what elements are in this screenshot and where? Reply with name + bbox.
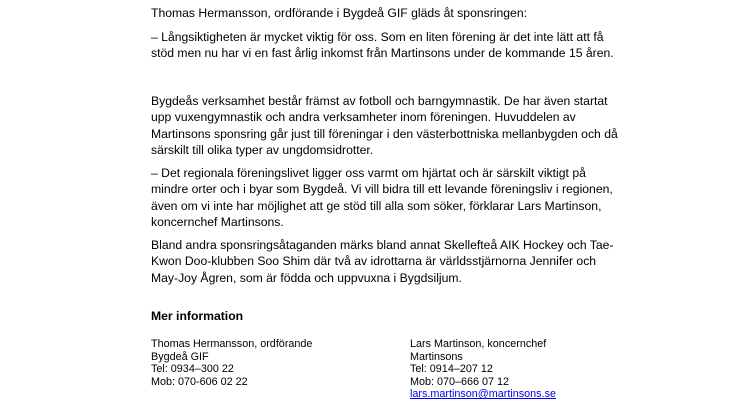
contact-name: Lars Martinson, koncernchef — [410, 338, 547, 350]
paragraph-quote-hermansson: – Långsiktigheten är mycket viktig för oss. Som en liten förening är det inte lätt att få stöd men nu har vi en fast årlig inkomst från Martinsons under de kommande 15 åren. — [151, 30, 614, 61]
paragraph-activities: Bygdeås verksamhet består främst av fotboll och barngymnastik. De har även startat upp vuxengymnastik och andra verksamheter inom föreningen. Huvuddelen av Martinsons sponsring går just till föreningar i den västerbottniska mellanbygden och då särskilt till olika typer av ungdomsidrotter. — [151, 94, 618, 158]
paragraph-intro: Thomas Hermansson, ordförande i Bygdeå GIF gläds åt sponsringen: — [151, 6, 527, 20]
contact-email-link[interactable]: lars.martinson@martinsons.se — [410, 388, 556, 401]
contact-block-hermansson — [151, 338, 312, 388]
contact-organization: Bygdeå GIF — [151, 350, 209, 363]
contact-mobile: Mob: 070-606 02 22 — [151, 375, 248, 388]
contact-phone: Tel: 0914–207 12 — [410, 363, 493, 376]
paragraph-quote-martinson: – Det regionala föreningslivet ligger oss varmt om hjärtat och är särskilt viktigt på mindre orter och i byar som Bygdeå. Vi vill bidra till ett levande föreningsliv i regionen, även om vi inte har möjlighet att ge stöd till alla som söker, förklarar Lars Martinson, koncernchef Martinsons. — [151, 166, 613, 230]
paragraph-other-sponsorships: Bland andra sponsringsåtaganden märks bland annat Skellefteå AIK Hockey och Tae-Kwon Doo-klubben Soo Shim där två av idrottarna är världsstjärnorna Jennifer och May-Joy Ågren, som är födda och uppvuxna i Bygdsiljum. — [151, 238, 614, 285]
contact-block-martinson — [410, 338, 556, 401]
more-info-heading: Mer information — [151, 309, 244, 323]
contact-name: Thomas Hermansson, ordförande — [151, 338, 313, 350]
contact-mobile: Mob: 070–666 07 12 — [410, 375, 510, 388]
contact-phone: Tel: 0934–300 22 — [151, 363, 234, 376]
contact-organization: Martinsons — [410, 350, 463, 363]
